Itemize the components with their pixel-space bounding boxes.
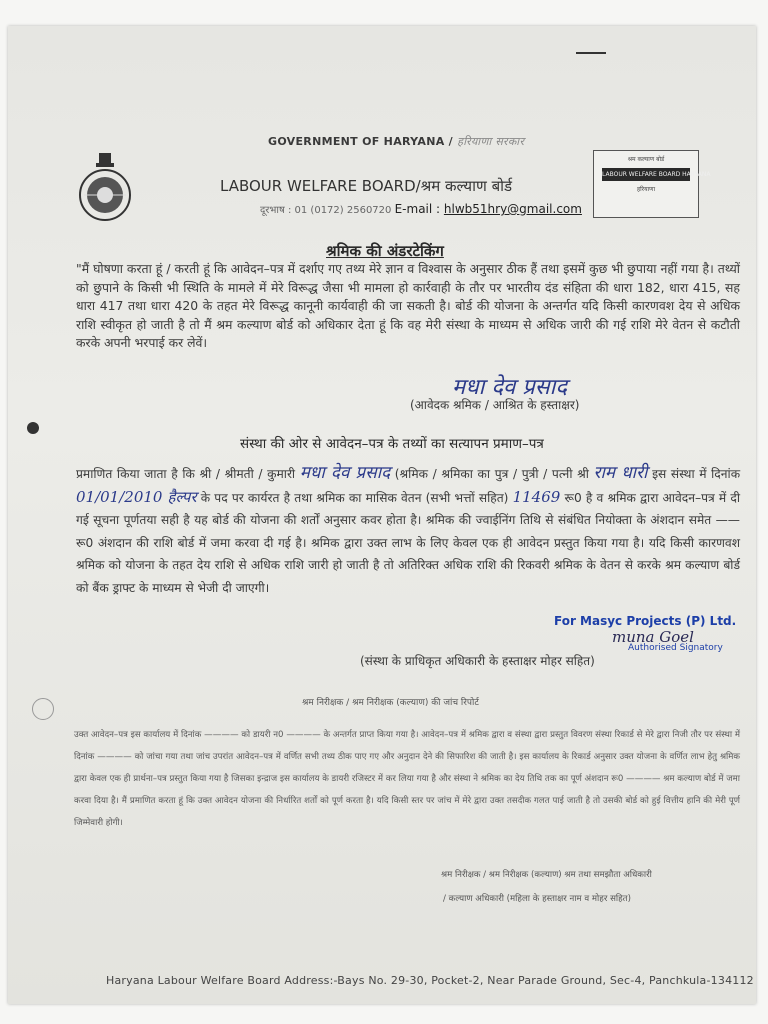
officer-signature-note: / कल्याण अधिकारी (महिला के हस्ताक्षर नाम व मोहर सहित) — [443, 894, 631, 904]
verification-title: संस्था की ओर से आवेदन–पत्र के तथ्यों का सत्यापन प्रमाण–पत्र — [240, 436, 544, 452]
ink-mark — [576, 52, 606, 54]
inspection-title: श्रम निरीक्षक / श्रम निरीक्षक (कल्याण) की जांच रिपोर्ट — [302, 698, 479, 708]
government-heading: GOVERNMENT OF HARYANA / हरियाणा सरकार — [268, 135, 525, 148]
join-date: 01/01/2010 हैल्पर — [76, 487, 197, 506]
welfare-badge: श्रम कल्याण बोर्ड LABOUR WELFARE BOARD HARYANA हरियाणा — [593, 150, 699, 218]
institution-signature-label: (संस्था के प्राधिकृत अधिकारी के हस्ताक्षर मोहर सहित) — [360, 654, 595, 668]
footer-address: Haryana Labour Welfare Board Address:-Bays No. 29-30, Pocket-2, Near Parade Ground, Sec-4, Panchkula-134112 — [106, 974, 754, 987]
verification-text: प्रमाणित किया जाता है कि श्री / श्रीमती / कुमारी मधा देव प्रसाद (श्रमिक / श्रमिका का पुत्र / पुत्री / पत्नी श्री राम धारी इस संस्था में दिनांक 01/01/2010 हैल्पर के पद पर कार्यरत है तथा श्रमिक का मासिक वेतन (सभी भत्तों सहित) 11469 रू0 है व श्रमिक द्वारा आवेदन–पत्र में दी गई सूचना पूर्णतया सही है यह बोर्ड की योजना की शर्तों अनुसार कवर होता है। श्रमिक की ज्वाईनिंग तिथि से संबंधित नियोक्ता के अंशदान समेत —— रू0 अंशदान की राशि बोर्ड में जमा करवा दी गई है। श्रमिक द्वारा उक्त लाभ के लिए केवल एक ही आवेदन प्रस्तुत किया गया है। यदि किसी कारणवश श्रमिक को योजना के तहत देय राशि से अधिक राशि जारी हो जाती है तो अतिरिक्त अधिक राशि की रिकवरी श्रमिक के वेतन से करके श्रम कल्याण बोर्ड को बैंक ड्राफ्ट के माध्यम से भेजी दी जाएगी। — [76, 463, 741, 595]
officer-designation: श्रम निरीक्षक / श्रम निरीक्षक (कल्याण) श्रम तथा समझौता अधिकारी — [441, 870, 652, 880]
authorised-signature: muna Goel — [612, 628, 694, 646]
authorised-signatory-label: Authorised Signatory — [628, 643, 723, 653]
company-stamp: For Masyc Projects (P) Ltd. — [554, 614, 737, 628]
undertaking-title: श्रमिक की अंडरटेकिंग — [326, 242, 444, 260]
email-link[interactable]: hlwb51hry@gmail.com — [443, 202, 582, 216]
haryana-emblem-icon — [76, 151, 134, 221]
worker-name: मधा देव प्रसाद — [299, 463, 391, 483]
contact-line: दूरभाष : 01 (0172) 2560720 E-mail : hlwb51hry@gmail.com — [260, 202, 582, 216]
board-heading: LABOUR WELFARE BOARD/श्रम कल्याण बोर्ड — [220, 177, 513, 195]
applicant-signature: मधा देव प्रसाद — [452, 375, 568, 400]
punch-hole — [27, 422, 39, 434]
applicant-signature-label: (आवेदक श्रमिक / आश्रित के हस्ताक्षर) — [410, 398, 580, 412]
undertaking-text: "मैं घोषणा करता हूं / करती हूं कि आवेदन–पत्र में दर्शाए गए तथ्य मेरे ज्ञान व विश्वास के अनुसार ठीक हैं तथा इसमें कुछ भी छुपाया नहीं गया है। तथ्यों को छुपाने के किसी भी स्थिति के मामले में मेरे विरूद्ध जैसा भी मामला हो कार्रवाही के तौर पर भारतीय दंड संहिता की धारा 182, धारा 415, सह धारा 417 तथा धारा 420 के तहत मेरे विरूद्ध कानूनी कार्यवाही की जा सकती है। बोर्ड की योजना के अन्तर्गत यदि किसी कारणवश देय से अधिक राशि स्वीकृत हो जाती है तो मैं श्रम कल्याण बोर्ड को अधिकार देता हूं कि वह मेरी संस्था के माध्यम से अधिक जारी की गई राशि मेरे वेतन से कटौती करके अपनी भरपाई कर लेवें। — [76, 261, 740, 351]
father-name: राम धारी — [593, 463, 648, 483]
circle-mark — [32, 698, 54, 720]
inspection-text: उक्त आवेदन–पत्र इस कार्यालय में दिनांक ———— को डायरी न0 ———— के अन्तर्गत प्राप्त किया गया है। आवेदन–पत्र में श्रमिक द्वारा व संस्था द्वारा प्रस्तुत विवरण संस्था रिकार्ड से मेरे द्वारा निजी तौर पर संस्था में दिनांक ———— को जांचा गया तथा जांच उपरांत आवेदन–पत्र में वर्णित सभी तथ्य ठीक पाए गए और अनुदान देने की सिफारिश की जाती है। इस कार्यालय के रिकार्ड अनुसार उक्त योजना के वर्णित लाभ हेतु श्रमिक द्वारा केवल एक ही प्रार्थना–पत्र प्रस्तुत किया गया है जिसका इन्द्राज इस कार्यालय के डायरी रजिस्टर में कर लिया गया है और संस्था ने श्रमिक का देय तिथि तक का पूर्ण अंशदान रू0 ———— श्रम कल्याण बोर्ड में जमा करवा दिया है। मैं प्रमाणित करता हूं कि उक्त आवेदन योजना की निर्धारित शर्तों को पूर्ण करता है। यदि किसी स्तर पर जांच में मेरे द्वारा उक्त तसदीक गलत पाई जाती है तो उसकी बोर्ड को हुई वित्तीय हानि की मेरी पूर्ण जिम्मेवारी होगी। — [74, 730, 740, 828]
document-page — [8, 26, 756, 1004]
salary-value: 11469 — [512, 487, 561, 506]
